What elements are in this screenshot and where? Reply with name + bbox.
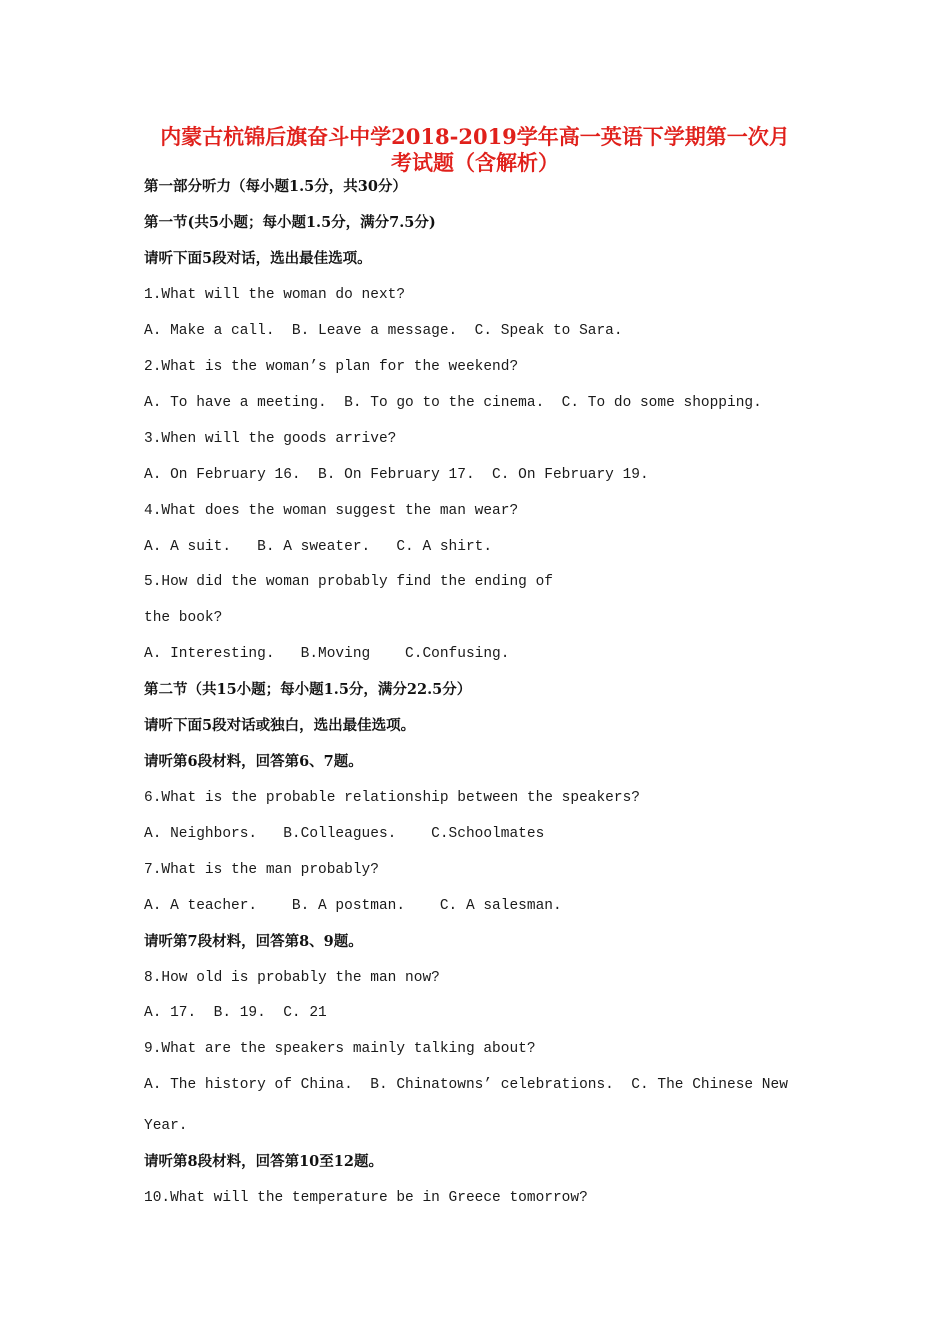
question-text: A. Interesting. B.Moving C.Confusing. xyxy=(144,646,510,662)
question-text: 4.What does the woman suggest the man wear? xyxy=(144,503,519,519)
question-text: the book? xyxy=(144,610,223,626)
question-text: A. To have a meeting. B. To go to the cinema. C. To do some shopping. xyxy=(144,395,762,411)
section-heading: 请听下面5段对话或独白，选出最佳选项。 xyxy=(144,717,416,734)
section-heading: 请听第7段材料，回答第8、9题。 xyxy=(144,933,363,950)
question-text: A. A suit. B. A sweater. C. A shirt. xyxy=(144,539,493,555)
question-text: 10.What will the temperature be in Greece tomorrow? xyxy=(144,1190,588,1206)
question-text: 5.How did the woman probably find the ending of xyxy=(144,574,553,590)
question-text: 7.What is the man probably? xyxy=(144,862,379,878)
section-heading: 第一节(共5小题；每小题1.5分，满分7.5分) xyxy=(144,214,436,231)
question-text: A. 17. B. 19. C. 21 xyxy=(144,1005,327,1021)
question-text: A. Make a call. B. Leave a message. C. Speak to Sara. xyxy=(144,323,623,339)
question-text: A. A teacher. B. A postman. C. A salesman. xyxy=(144,898,562,914)
question-text: 3.When will the goods arrive? xyxy=(144,431,397,447)
question-text: A. The history of China. B. Chinatowns’ celebrations. C. The Chinese New xyxy=(144,1077,788,1093)
section-heading: 请听第8段材料，回答第10至12题。 xyxy=(144,1153,383,1170)
question-text: 9.What are the speakers mainly talking about? xyxy=(144,1041,536,1057)
section-heading: 第一部分听力（每小题1.5分，共30分） xyxy=(144,178,407,195)
section-heading: 请听下面5段对话，选出最佳选项。 xyxy=(144,250,372,267)
question-text: 6.What is the probable relationship between the speakers? xyxy=(144,790,640,806)
section-heading: 第二节（共15小题；每小题1.5分，满分22.5分） xyxy=(144,681,472,698)
question-text: A. On February 16. B. On February 17. C. On February 19. xyxy=(144,467,649,483)
question-text: 2.What is the woman’s plan for the weekend? xyxy=(144,359,519,375)
document-title-line-1: 内蒙古杭锦后旗奋斗中学2018-2019学年高一英语下学期第一次月 xyxy=(160,124,790,149)
question-text: 1.What will the woman do next? xyxy=(144,287,406,303)
question-text: Year. xyxy=(144,1118,188,1134)
document-title-line-2: 考试题（含解析） xyxy=(391,150,559,175)
question-text: 8.How old is probably the man now? xyxy=(144,970,440,986)
question-text: A. Neighbors. B.Colleagues. C.Schoolmates xyxy=(144,826,545,842)
section-heading: 请听第6段材料，回答第6、7题。 xyxy=(144,753,363,770)
